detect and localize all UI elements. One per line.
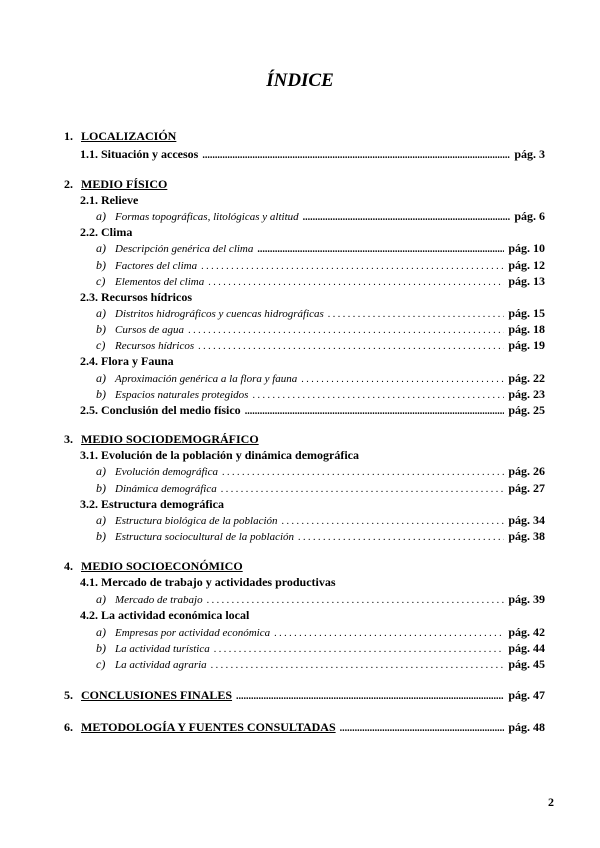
dot-leader xyxy=(298,530,504,546)
toc-item[interactable] xyxy=(96,624,545,640)
item-label: Mercado de trabajo xyxy=(115,594,203,606)
page-ref: pág. 38 xyxy=(508,529,545,543)
section-number: 2. xyxy=(64,177,73,191)
subsection-label: 2.5. Conclusión del medio físico xyxy=(80,403,241,417)
page-ref: pág. 27 xyxy=(508,481,545,495)
subsection-label: 2.4. Flora y Fauna xyxy=(80,354,174,368)
item-label: Recursos hídricos xyxy=(115,340,195,352)
item-label: Cursos de agua xyxy=(115,324,185,336)
page-ref: pág. 18 xyxy=(508,322,545,336)
toc-section-6[interactable] xyxy=(64,719,545,735)
page-ref: pág. 23 xyxy=(508,387,545,401)
toc-item[interactable] xyxy=(96,208,545,224)
item-letter: c) xyxy=(96,274,106,288)
section-label: LOCALIZACIÓN xyxy=(81,129,177,143)
item-label: Descripción genérica del clima xyxy=(115,243,254,255)
section-label: CONCLUSIONES FINALES xyxy=(81,688,233,702)
toc-subsection-1-1[interactable] xyxy=(80,146,545,162)
page-ref: pág. 12 xyxy=(508,258,545,272)
item-label: Distritos hidrográficos y cuencas hidrográficas xyxy=(115,308,324,320)
item-letter: a) xyxy=(96,464,106,478)
toc-subsection-2-4[interactable] xyxy=(80,353,545,369)
item-letter: b) xyxy=(96,481,106,495)
toc-item[interactable] xyxy=(96,257,545,273)
page-ref: pág. 45 xyxy=(508,657,545,671)
item-label: La actividad agraria xyxy=(115,659,207,671)
subsection-label: 3.1. Evolución de la población y dinámica demográfica xyxy=(80,448,360,462)
toc-item[interactable] xyxy=(96,321,545,337)
item-letter: b) xyxy=(96,387,106,401)
toc-section-3[interactable] xyxy=(64,431,544,447)
dot-leader xyxy=(222,465,504,481)
toc-item[interactable] xyxy=(96,386,545,402)
toc-item[interactable] xyxy=(96,463,545,479)
toc-item[interactable] xyxy=(96,656,545,672)
section-number: 6. xyxy=(64,720,73,734)
subsection-label: 3.2. Estructura demográfica xyxy=(80,497,224,511)
section-number: 3. xyxy=(64,432,73,446)
item-label: Factores del clima xyxy=(115,260,198,272)
toc-subsection-3-2[interactable] xyxy=(80,496,545,512)
page-ref: pág. 44 xyxy=(508,641,545,655)
item-letter: b) xyxy=(96,641,106,655)
item-letter: c) xyxy=(96,338,106,352)
item-label: Espacios naturales protegidos xyxy=(115,389,249,401)
item-label: Estructura biológica de la población xyxy=(115,515,278,527)
toc-subsection-4-1[interactable] xyxy=(80,574,545,590)
section-number: 1. xyxy=(64,129,73,143)
page-ref: pág. 25 xyxy=(508,403,545,417)
item-label: Empresas por actividad económica xyxy=(115,627,271,639)
item-letter: a) xyxy=(96,371,106,385)
toc-item[interactable] xyxy=(96,512,545,528)
section-number: 5. xyxy=(64,688,73,702)
item-label: La actividad turística xyxy=(115,643,210,655)
dot-leader xyxy=(245,404,505,420)
section-number: 4. xyxy=(64,559,73,573)
page-ref: pág. 48 xyxy=(508,720,545,734)
page-number: 2 xyxy=(548,795,554,809)
dot-leader xyxy=(202,148,510,164)
toc-subsection-2-1[interactable] xyxy=(80,192,545,208)
section-label: METODOLOGÍA Y FUENTES CONSULTADAS xyxy=(81,720,336,734)
item-letter: a) xyxy=(96,513,106,527)
page-ref: pág. 47 xyxy=(508,688,545,702)
dot-leader xyxy=(236,689,504,705)
section-label: MEDIO SOCIOECONÓMICO xyxy=(81,559,243,573)
item-letter: b) xyxy=(96,529,106,543)
item-letter: b) xyxy=(96,258,106,272)
dot-leader xyxy=(211,658,505,674)
subsection-label: 2.1. Relieve xyxy=(80,193,139,207)
page-ref: pág. 39 xyxy=(508,592,545,606)
toc-subsection-2-5[interactable] xyxy=(80,402,545,418)
subsection-label: 4.1. Mercado de trabajo y actividades productivas xyxy=(80,575,336,589)
toc-item[interactable] xyxy=(96,480,545,496)
subsection-label: 2.3. Recursos hídricos xyxy=(80,290,192,304)
item-letter: a) xyxy=(96,209,106,223)
page-ref: pág. 13 xyxy=(508,274,545,288)
page-ref: pág. 3 xyxy=(514,147,545,161)
dot-leader xyxy=(340,721,505,737)
toc-item[interactable] xyxy=(96,370,545,386)
toc-item[interactable] xyxy=(96,640,545,656)
item-label: Dinámica demográfica xyxy=(115,483,217,495)
item-label: Evolución demográfica xyxy=(115,466,218,478)
toc-item[interactable] xyxy=(96,240,545,256)
page-title: ÍNDICE xyxy=(266,70,334,91)
dot-leader xyxy=(257,242,504,258)
item-letter: a) xyxy=(96,625,106,639)
item-label: Elementos del clima xyxy=(115,276,205,288)
toc-subsection-2-2[interactable] xyxy=(80,224,545,240)
page-ref: pág. 10 xyxy=(508,241,545,255)
toc-subsection-4-2[interactable] xyxy=(80,607,545,623)
page-ref: pág. 6 xyxy=(514,209,545,223)
item-letter: a) xyxy=(96,306,106,320)
item-letter: b) xyxy=(96,322,106,336)
toc-section-4[interactable] xyxy=(64,558,544,574)
item-letter: a) xyxy=(96,592,106,606)
toc-section-1[interactable] xyxy=(64,128,544,144)
page-ref: pág. 26 xyxy=(508,464,545,478)
item-letter: c) xyxy=(96,657,106,671)
toc-item[interactable] xyxy=(96,528,545,544)
subsection-label: 2.2. Clima xyxy=(80,225,133,239)
item-label: Formas topográficas, litológicas y altitud xyxy=(115,211,299,223)
toc-item[interactable] xyxy=(96,305,545,321)
toc-item[interactable] xyxy=(96,591,545,607)
toc-subsection-2-3[interactable] xyxy=(80,289,545,305)
page-ref: pág. 19 xyxy=(508,338,545,352)
page-ref: pág. 34 xyxy=(508,513,545,527)
toc-section-2[interactable] xyxy=(64,176,544,192)
section-label: MEDIO SOCIODEMOGRÁFICO xyxy=(81,432,259,446)
item-label: Aproximación genérica a la flora y fauna xyxy=(115,373,298,385)
section-label: MEDIO FÍSICO xyxy=(81,177,168,191)
toc-item[interactable] xyxy=(96,337,545,353)
subsection-label: 1.1. Situación y accesos xyxy=(80,147,199,161)
item-label: Estructura sociocultural de la población xyxy=(115,531,295,543)
page-ref: pág. 42 xyxy=(508,625,545,639)
toc-item[interactable] xyxy=(96,273,545,289)
toc-section-5[interactable] xyxy=(64,687,545,703)
page-ref: pág. 22 xyxy=(508,371,545,385)
item-letter: a) xyxy=(96,241,106,255)
subsection-label: 4.2. La actividad económica local xyxy=(80,608,250,622)
toc-subsection-3-1[interactable] xyxy=(80,447,545,463)
page-ref: pág. 15 xyxy=(508,306,545,320)
